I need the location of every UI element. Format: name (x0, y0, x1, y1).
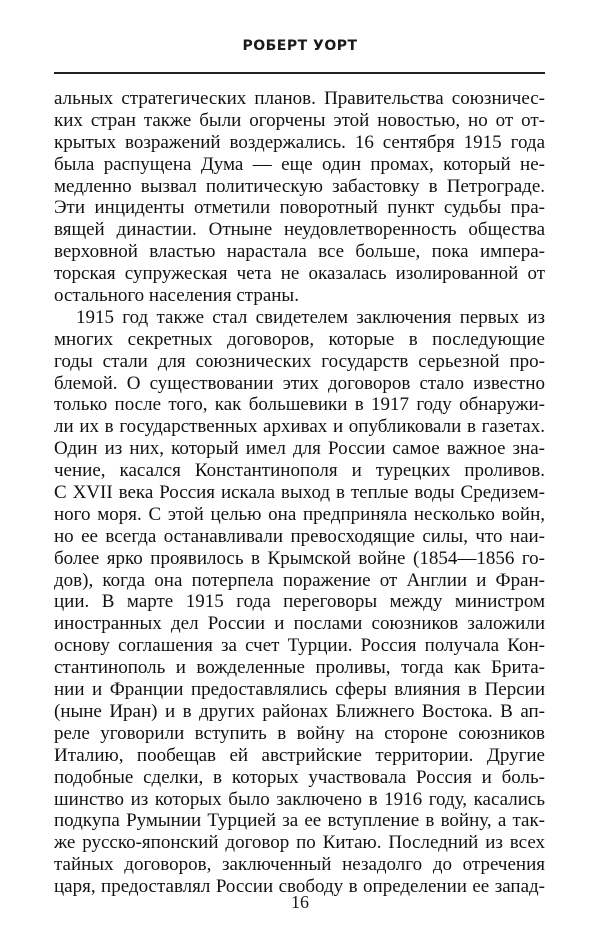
text-line: шинство из которых было заключено в 1916 году, касались (54, 788, 545, 810)
text-line: (ныне Иран) и в других районах Ближнего Востока. В ап- (54, 700, 545, 722)
text-line: крытых возражений воздержались. 16 сентября 1915 года (54, 131, 545, 153)
text-line: подобные сделки, в которых участвовала Россия и боль- (54, 766, 545, 788)
page-number: 16 (291, 892, 309, 912)
text-line: 1915 год также стал свидетелем заключения первых из (76, 306, 545, 328)
text-line: реле уговорили вступить в войну на стороне союзников (54, 722, 545, 744)
text-line: основу соглашения за счет Турции. Россия получала Кон- (54, 635, 545, 657)
text-line: многих секретных договоров, которые в последующие (54, 328, 545, 350)
header-rule (54, 72, 545, 74)
text-line: ного моря. С этой целью она предприняла несколько войн, (54, 503, 545, 525)
text-line: чение, касался Константинополя и турецких проливов. (54, 460, 545, 482)
text-line: только после того, как большевики в 1917 году обнаружи- (54, 394, 545, 416)
text-line: царя, предоставлял России свободу в определении ее запад- (54, 876, 545, 898)
text-line: ции. В марте 1915 года переговоры между министром (54, 591, 545, 613)
text-line: более ярко проявилось в Крымской войне (1854—1856 го- (54, 547, 545, 569)
text-line: тайных договоров, заключенный незадолго до отречения (54, 854, 545, 876)
text-line: годы стали для союзнических государств серьезной про- (54, 350, 545, 372)
body-text (54, 88, 545, 898)
text-line: нии и Франции предоставлялись сферы влияния в Персии (54, 679, 545, 701)
text-line: же русско-японский договор по Китаю. Последний из всех (54, 832, 545, 854)
text-line: подкупа Румынии Турцией за ее вступление в войну, а так- (54, 810, 545, 832)
text-line: блемой. О существовании этих договоров стало известно (54, 372, 545, 394)
text-line: ли их в государственных архивах и опубликовали в газетах. (54, 416, 545, 438)
text-line: вящей династии. Отныне неудовлетворенность общества (54, 219, 545, 241)
text-line: Один из них, который имел для России самое важное зна- (54, 438, 545, 460)
text-line: Италию, пообещав ей австрийские территории. Другие (54, 744, 545, 766)
text-line: стантинополь и вожделенные проливы, тогда как Брита- (54, 657, 545, 679)
text-line: но ее всегда останавливали превосходящие силы, что наи- (54, 525, 545, 547)
text-line: верховной властью нарастала все больше, пока импера- (54, 241, 545, 263)
text-line: Эти инциденты отметили поворотный пункт судьбы пра- (54, 197, 545, 219)
text-line: медленно вызвал политическую забастовку в Петрограде. (54, 175, 545, 197)
text-line: торская супружеская чета не оказалась изолированной от (54, 263, 545, 285)
text-line: остального населения страны. (54, 285, 299, 307)
text-line: ких стран также были огорчены этой новостью, но от от- (54, 109, 545, 131)
text-line: С XVII века Россия искала выход в теплые воды Средизем- (54, 482, 545, 504)
text-line: альных стратегических планов. Правительства союзничес- (54, 88, 545, 109)
text-line: была распущена Дума — еще один промах, который не- (54, 153, 545, 175)
text-line: иностранных дел России и послами союзников заложили (54, 613, 545, 635)
text-line: дов), когда она потерпела поражение от Англии и Фран- (54, 569, 545, 591)
running-header-title: РОБЕРТ УОРТ (242, 38, 358, 54)
